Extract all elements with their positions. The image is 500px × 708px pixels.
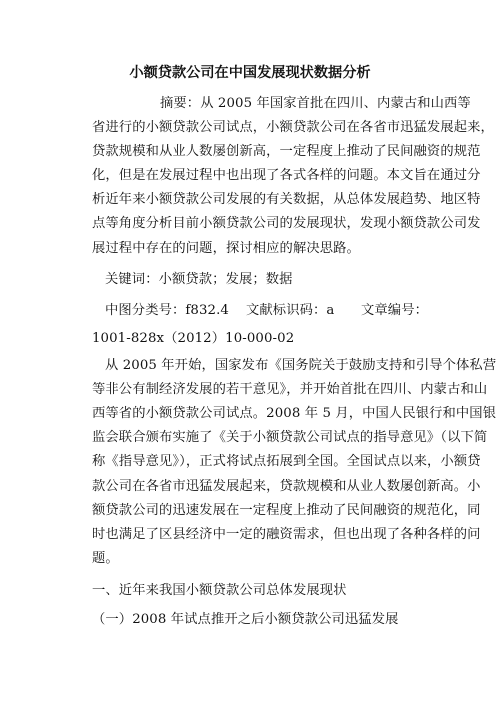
body-line: 监会联合颁布实施了《关于小额贷款公司试点的指导意见》（以下简 xyxy=(92,430,488,445)
abstract-line: 省进行的小额贷款公司试点，小额贷款公司在各省市迅猛发展起来， xyxy=(92,120,494,135)
article-number-label: 文章编号： xyxy=(361,303,428,318)
keywords: 关键词：小额贷款；发展；数据 xyxy=(105,272,293,287)
abstract-line: 摘要：从 2005 年国家首批在四川、内蒙古和山西等 xyxy=(160,96,471,111)
body-line: 等非公有制经济发展的若干意见》，并开始首批在四川、内蒙古和山 xyxy=(92,382,488,397)
body-line: 称《指导意见》），正式将试点拓展到全国。全国试点以来，小额贷 xyxy=(92,454,481,469)
subsection-heading: （一）2008 年试点推开之后小额贷款公司迅猛发展 xyxy=(92,612,399,627)
classification-code: 中图分类号：f832.4 xyxy=(105,303,229,318)
body-line: 西等省的小额贷款公司试点。2008 年 5 月，中国人民银行和中国银 xyxy=(92,406,497,421)
document-title: 小额贷款公司在中国发展现状数据分析 xyxy=(129,65,371,81)
abstract-line: 点等角度分析目前小额贷款公司的发展现状，发现小额贷款公司发 xyxy=(92,216,481,231)
body-line: 从 2005 年开始，国家发布《国务院关于鼓励支持和引导个体私营 xyxy=(105,358,497,373)
abstract-line: 化，但是在发展过程中也出现了各式各样的问题。本文旨在通过分 xyxy=(92,168,481,183)
abstract-line: 贷款规模和从业人数屡创新高，一定程度上推动了民间融资的规范 xyxy=(92,144,481,159)
article-number: 1001-828x（2012）10-000-02 xyxy=(92,331,295,346)
body-line: 额贷款公司的迅速发展在一定程度上推动了民间融资的规范化，同 xyxy=(92,503,481,518)
body-line: 款公司在各省市迅猛发展起来，贷款规模和从业人数屡创新高。小 xyxy=(92,479,481,494)
abstract-line: 析近年来小额贷款公司发展的有关数据，从总体发展趋势、地区特 xyxy=(92,192,481,207)
abstract-line: 展过程中存在的问题，探讨相应的解决思路。 xyxy=(92,241,360,256)
body-line: 题。 xyxy=(92,551,119,566)
body-line: 时也满足了区县经济中一定的融资需求，但也出现了各种各样的问 xyxy=(92,527,481,542)
section-heading: 一、近年来我国小额贷款公司总体发展现状 xyxy=(92,583,347,598)
document-code: 文献标识码：a xyxy=(246,303,335,318)
